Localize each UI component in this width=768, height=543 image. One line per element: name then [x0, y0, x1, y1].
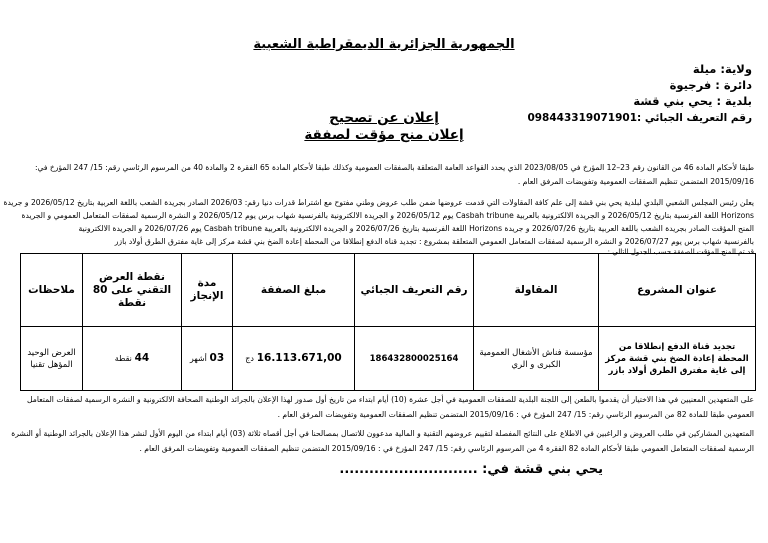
paragraph-line: 2015/09/16 المتضمن تنظيم الصفقات العمومية وتفويضات المرفق العام . — [517, 177, 754, 186]
header-notes: ملاحظات — [21, 254, 83, 327]
cell-amount — [233, 327, 355, 391]
table-row — [21, 327, 756, 391]
cell-project: تجديد قناة الدفع إنطلاقا من المحطة إعادة الضخ بني قشة مركز إلى غاية مفترق الطرق أولاد بازر — [599, 327, 756, 391]
commune-label: بلدية : يحي بني قشة — [633, 94, 752, 108]
header-amount: مبلغ الصفقة — [233, 254, 355, 327]
footer-line: الرسمية لصفقات المتعامل العمومي طبقا لأحكام المادة 82 الفقرة 4 من المرسوم الرئاسي رقم: 15/ 247 المؤرخ في : 2015/09/16 المتضمن تنظيم الصفقات العمومية وتفويضات المرفق العام . — [139, 444, 754, 453]
paragraph-line: قد تم المنح المؤقت للصفقة حسب الجدول التالي : — [607, 248, 754, 256]
amount-value: 16.113.671,00 — [256, 352, 342, 364]
score-value: 44 — [134, 352, 150, 364]
duration-value: 03 — [209, 352, 225, 364]
cell-duration — [182, 327, 233, 391]
header-duration: مدة الإنجاز — [182, 254, 233, 327]
cell-tax-id: 186432800025164 — [355, 327, 474, 391]
notice-title-2: إعلان منح مؤقت لصفقة — [304, 127, 464, 143]
duration-unit: أشهر — [189, 354, 207, 363]
paragraph-line: طبقا لأحكام المادة 46 من القانون رقم 23–12 المؤرخ في 2023/08/05 الذي يحدد القواعد العامة المتعلقة بالصفقات العمومية وكذلك طبقا لأحكام المادة 65 الفقرة 2 والمادة 40 من المرسوم الرئاسي رقم: 15/ 247 المؤرخ في: — [34, 163, 754, 172]
header-score: نقطة العرض التقني على 80 نقطة — [83, 254, 182, 327]
header-contractor: المقاولة — [474, 254, 599, 327]
score-unit: نقطة — [114, 354, 132, 363]
cell-contractor: مؤسسة فناش الأشغال العمومية الكبرى و الري — [474, 327, 599, 391]
closing-signature-line: يحي بني قشة في: ............................ — [339, 462, 603, 477]
cell-score — [83, 327, 182, 391]
footer-line: المتعهدين المشاركين في طلب العروض و الراغبين في الاطلاع على النتائج المفصلة لتقييم عروضهم التقنية و المالية مدعوون للاتصال بمصالحنا في أجل أقصاه ثلاثة (03) أيام ابتداء من اليوم الأول لنشر هذا الإعلان بالجرائد الوطنية أو النشرة — [11, 429, 754, 438]
cell-notes: العرض الوحيد المؤهل تقنيا — [21, 327, 83, 391]
paragraph-line: المنح المؤقت الصادر بجريدة الشعب باللغة العربية بتاريخ 2026/07/26 و جريدة Horizons اللغة الفرنسية بتاريخ 2026/07/26 و الجريدة الالكترونية بالعربية Casbah tribune يوم 2026/07/26 و الجريدة الالكترونية — [78, 224, 754, 233]
amount-currency: دج — [245, 354, 254, 363]
header-project: عنوان المشروع — [599, 254, 756, 327]
tax-id-label: رقم التعريف الجبائي :098443319071901 — [527, 112, 752, 124]
footer-line: العمومي طبقا للمادة 82 من المرسوم الرئاسي رقم: 15/ 247 المؤرخ في : 2015/09/16 المتضمن تنظيم الصفقات العمومية وتفويضات المرفق العام . — [277, 410, 754, 419]
republic-title: الجمهورية الجزائرية الديمقراطية الشعبية — [253, 37, 515, 52]
award-table — [20, 253, 756, 391]
table-header-row — [21, 254, 756, 327]
header-tax-id: رقم التعريف الجبائي — [355, 254, 474, 327]
paragraph-line: بالفرنسية شهاب برس يوم 2026/07/27 و النشرة الرسمية لصفقات المتعامل العمومي المتعلقة بمشروع : تجديد قناة الدفع إنطلاقا من المحطة إعادة الضخ بني قشة مركز إلى غاية مفترق الطرق أولاد بازر — [114, 237, 754, 246]
footer-line: على المتعهدين المعنيين في هذا الاختيار أن يقدموا بالطعن إلى اللجنة البلدية للصفقات العمومية في أجل عشرة (10) أيام ابتداء من تاريخ أول صدور لهذا الإعلان بالجرائد الوطنية الصحافة الالكترونية و النشرة الرسمية لصفقات المتعامل — [27, 395, 754, 404]
paragraph-line: Horizons اللغة الفرنسية بتاريخ 2026/05/12 و الجريدة الالكترونية بالعربية Casbah tribune يوم 2026/05/12 و الجريدة الالكترونية بالفرنسية شهاب برس يوم 2026/05/12 و النشرة الرسمية لصفقات المتعامل العمومي و الجريدة — [21, 211, 754, 220]
paragraph-line: يعلن رئيس المجلس الشعبي البلدي لبلدية يحي بني قشة إلى علم كافة المقاولات التي قدمت عروضها ضمن طلب عروض وطني مفتوح مع اشتراط قدرات دنيا رقم: 2026/03 الصادر بجريدة الشعب باللغة العربية بتاريخ 2026/05/12 و جريدة — [3, 198, 754, 207]
wilaya-label: ولاية: ميلة — [692, 62, 752, 76]
notice-title-1: إعلان عن تصحيح — [329, 110, 439, 126]
daira-label: دائرة : فرجيوة — [669, 78, 752, 92]
